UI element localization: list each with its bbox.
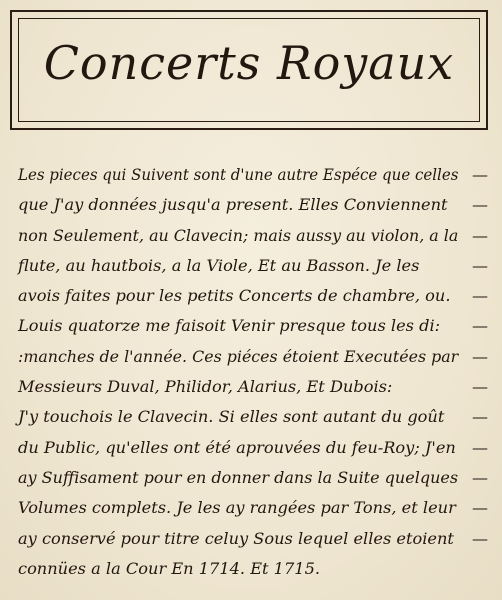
line-end-dash: — [472,498,488,518]
line-end-dash: — [472,165,488,184]
line-end-dash: — [472,407,488,427]
line-end-dash: — [472,528,488,548]
line-text: ay conservé pour titre celuy Sous lequel elles etoient [18,528,454,548]
text-line [18,554,490,584]
line-end-dash: — [472,437,488,457]
text-line [18,251,490,281]
line-end-dash: — [472,195,488,215]
page-title: Concerts Royaux [43,36,455,90]
text-line [18,524,490,554]
line-end-dash: — [472,225,488,245]
line-end-dash: — [472,255,488,275]
line-end-dash: — [472,346,488,366]
line-text: Les pieces qui Suivent sont d'une autre Espéce que celles [18,165,459,184]
text-line [18,221,490,251]
line-text: ay Suffisament pour en donner dans la Suite quelques [18,467,459,487]
line-end-dash: — [472,286,488,306]
line-text: avois faites pour les petits Concerts de chambre, ou. [18,286,451,306]
text-line [18,342,490,372]
line-text: flute, au hautbois, a la Viole, Et au Basson. Je les [18,255,420,275]
manuscript-text [18,160,490,584]
line-text: du Public, qu'elles ont été aprouvées du feu-Roy; J'en [18,437,456,457]
line-text: Louis quatorze me faisoit Venir presque tous les di: [18,316,441,336]
text-line [18,190,490,220]
line-text: non Seulement, au Clavecin; mais aussy au violon, a la [18,225,459,245]
text-line [18,281,490,311]
text-line [18,372,490,402]
line-end-dash: — [472,316,488,336]
line-end-dash: — [472,467,488,487]
line-text: que J'ay données jusqu'a present. Elles Conviennent [18,195,448,215]
line-text: J'y touchois le Clavecin. Si elles sont autant du goût [18,407,445,427]
text-line [18,160,490,190]
line-end-dash: — [472,377,488,397]
title-frame [10,10,488,130]
text-line [18,311,490,341]
text-line [18,433,490,463]
line-text: Volumes complets. Je les ay rangées par Tons, et leur [18,498,456,518]
line-text: Messieurs Duval, Philidor, Alarius, Et Dubois: [18,377,393,397]
text-line [18,402,490,432]
line-text: connües a la Cour En 1714. Et 1715. [18,558,321,578]
line-text: :manches de l'année. Ces piéces étoient Executées par [18,346,459,366]
text-line [18,463,490,493]
text-line [18,493,490,523]
